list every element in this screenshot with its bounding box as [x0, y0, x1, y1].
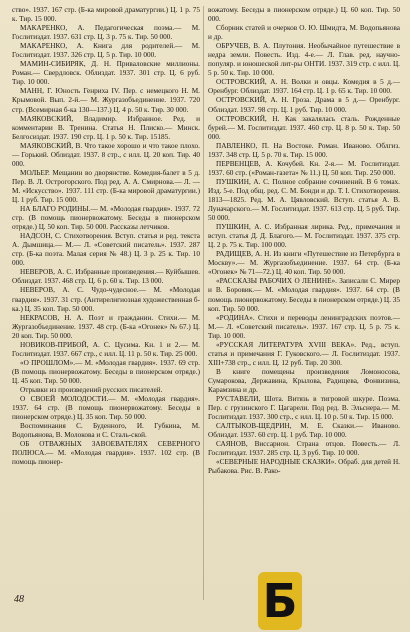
bibliography-entry: Сборник статей и очерков О. Ю. Шмидта, М. Водопьянова и др. — [208, 24, 400, 42]
bibliography-entry: МАМИН-СИБИРЯК, Д. Н. Приваловские миллионы. Роман.— Свердловск. Облиздат. 1937. 301 стр. Ц. 6 руб. Тир. 10 000. — [12, 60, 200, 87]
page-number: 48 — [14, 594, 24, 605]
bibliography-entry: МОЛЬЕР. Мещанин во дворянстве. Комедия-балет в 5 д. Пер. В. Л. Острогорского. Под ред. А. А. Смирнова.— Л. — М. «Искусство». 1937. 111 стр. (Б-ка мировой драматургии.) Ц. 1 руб. Тир. 15 000. — [12, 168, 200, 204]
right-column — [208, 6, 400, 476]
bibliography-entry: ство». 1937. 167 стр. (Б-ка мировой драматургии.) Ц. 1 р. 75 к. Тир. 15 000. — [12, 6, 200, 24]
bibliography-entry: О СВОЕЙ МОЛОДОСТИ.— М. «Молодая гвардия». 1937. 64 стр. (В помощь пионервожатому. Беседы в пионерском отряде.) Ц. 35 коп. Тир. 50 000. — [12, 395, 200, 422]
bibliography-entry: НА БЛАГО РОДИНЫ.— М. «Молодая гвардия». 1937. 72 стр. (В помощь пионервожатому. Беседы в пионерском отряде.) Ц. 50 коп. Тир. 50 000. Рассказы летчиков. — [12, 205, 200, 232]
bibliography-entry: МАКАРЕНКО, А. Педагогическая поэма.— М. Гослитиздат. 1937. 631 стр. Ц. 3 р. 75 к. Тир. 50 000. — [12, 24, 200, 42]
bibliography-entry: ОБРУЧЕВ, В. А. Плутония. Необычайное путешествие в недра земли. Повесть. Изд. 4-е.— Л. Глав. ред. научно-популяр. и юношеской лит-ры ОНТИ. 1937. 319 стр. с илл. Ц. 5 р. 50 к. Тир. 10 000. — [208, 42, 400, 78]
bibliography-entry: ОБ ОТВАЖНЫХ ЗАВОЕВАТЕЛЯХ СЕВЕРНОГО ПОЛЮСА.— М. «Молодая гвардия». 1937. 102 стр. (В помощь пионер- — [12, 440, 200, 467]
bibliography-entry: НАДСОН, С. Стихотворения. Вступ. статья и ред. текста А. Дымшица.— М.— Л. «Советский писатель». 1937. 287 стр. (Б-ка поэта. Малая серия № 48.) Ц. 3 р. 25 к. Тир. 10 000. — [12, 232, 200, 268]
bibliography-entry: ОСТРОВСКИЙ, А. Н. Гроза. Драма в 5 д.— Оренбург. Облиздат. 1937. 98 стр. Ц. 1 руб. Тир. 10 000. — [208, 96, 400, 114]
bibliography-entry: «РАССКАЗЫ РАБОЧИХ О ЛЕНИНЕ». Записали С. Мирер и В. Боровик.— М. «Молодая гвардия». 1937. 64 стр. (В помощь пионервожатому. Беседы в пионерском отряде.) Ц. 35 коп. Тир. 50 000. — [208, 277, 400, 313]
bibliography-entry: НЕКРАСОВ, Н. А. Поэт и гражданин. Стихи.— М. Жургазобъединение. 1937. 48 стр. (Б-ка «Огонек» № 67.) Ц. 20 коп. Тир. 50 000. — [12, 313, 200, 340]
bibliography-entry: ПУШКИН, А. С. Избранная лирика. Ред., примечания и вступ. статья Д. Д. Благого.— М. Гослитиздат. 1937. 375 стр. Ц. 2 р. 75 к. Тир. 100 000. — [208, 223, 400, 250]
bibliography-entry: Отрывки из произведений русских писателей. — [20, 385, 163, 394]
bibliography-entry: «О ПРОШЛОМ».— М. «Молодая гвардия». 1937. 69 стр. (В помощь пионервожатому. Беседы в пионерском отряде.) Ц. 45 коп. Тир. 50 000. — [12, 358, 200, 385]
bibliography-entry: ПЕРВЕНЦЕВ, А. Кочубей. Кн. 2-я.— М. Гослитиздат. 1937. 60 стр. («Роман-газета» № 11.) Ц. 50 коп. Тир. 250 000. — [208, 159, 400, 177]
bibliography-entry: МАКАРЕНКО, А. Книга для родителей.— М. Гослитиздат. 1937. 326 стр. Ц. 5 р. Тир. 10 000. — [12, 42, 200, 60]
bibliography-entry: вожатому. Беседы в пионерском отряде.) Ц. 60 коп. Тир. 50 000. — [208, 6, 400, 24]
bibliography-entry: ОСТРОВСКИЙ, Н. Как закалялась сталь. Рожденные бурей.— М. Гослитиздат. 1937. 460 стр. Ц. 8 р. 50 к. Тир. 50 000. — [208, 114, 400, 141]
bibliography-entry: «РОДИНА». Стихи и переводы ленинградских поэтов.— М.— Л. «Советский писатель». 1937. 167 стр. Ц. 5 р. 75 к. Тир. 10 000. — [208, 313, 400, 340]
bibliography-entry: ПАВЛЕНКО, П. На Востоке. Роман. Иваново. Облгиз. 1937. 348 стр. Ц. 5 р. 70 к. Тир. 15 000. — [208, 141, 400, 159]
bibliography-entry: В книге помещены произведения Ломоносова, Сумарокова, Державина, Крылова, Радищева, Фонвизина, Карамзина и др. — [208, 367, 400, 394]
left-column — [12, 6, 200, 467]
bibliography-entry: «РУССКАЯ ЛИТЕРАТУРА XVIII ВЕКА». Ред., вступ. статья и примечания Г. Гуковского.— Л. Гослитиздат. 1937. XIII+738 стр., с илл. Ц. 12 руб. Тир. 20 300. — [208, 340, 400, 367]
bibliography-entry: Воспоминания С. Буденного, И. Губкина, М. Водопьянова, В. Молокова и С. Сталь-ской. — [12, 422, 200, 440]
bibliography-entry: РУСТАВЕЛИ, Шота. Витязь в тигровой шкуре. Поэма. Пер. с грузинского Г. Цагарели. Под ред. В. Эльснера.— М. Гослитиздат. 1937. 300 стр., с илл. Ц. 10 р. 50 к. Тир. 15 000. — [208, 395, 400, 422]
bibliography-entry: НЕВЕРОВ, А. С. Избранные произведения.— Куйбышев. Облиздат. 1937. 468 стр. Ц. 6 р. 60 к. Тир. 13 000. — [12, 268, 200, 286]
bibliography-entry: САЯНОВ, Виссарион. Страна отцов. Повесть.— Л. Гослитиздат. 1937. 285 стр. Ц. 3 руб. Тир. 10 000. — [208, 440, 400, 458]
section-letter-badge: Б — [258, 572, 302, 630]
bibliography-entry: РАДИЩЕВ, А. Н. Из книги «Путешествие из Петербурга в Москву».— М. Жургазобъединение. 1937. 64 стр. (Б-ка «Огонек» № 71—72.) Ц. 40 коп. Тир. 50 000. — [208, 250, 400, 277]
bibliography-entry: НОВИКОВ-ПРИБОЙ, А. С. Цусима. Кн. 1 и 2.— М. Гослитиздат. 1937. 667 стр., с илл. Ц. 11 р. 50 к. Тир. 25 000. — [12, 340, 200, 358]
bibliography-entry: ОСТРОВСКИЙ, А. Н. Волки и овцы. Комедия в 5 д.— Оренбург. Облиздат. 1937. 164 стр. Ц. 1 р. 65 к. Тир. 10 000. — [208, 78, 400, 96]
bibliography-entry: САЛТЫКОВ-ЩЕДРИН, М. Е. Сказки.— Иваново. Облиздат. 1937. 60 стр. Ц. 1 руб. Тир. 10 000. — [208, 422, 400, 440]
column-divider — [203, 6, 204, 600]
bibliography-entry: НЕВЕРОВ, А. С. Чудо-чудесное.— М. «Молодая гвардия». 1937. 31 стр. (Антирелигиозная художественная б-ка.) Ц. 35 коп. Тир. 50 000. — [12, 286, 200, 313]
bibliography-entry: МАЯКОВСКИЙ, Владимир. Избранное. Ред. и комментарии В. Тренина. Статья Н. Плиско.— Минск. Белгосиздат. 1937. 190 стр. Ц. 1 р. 50 к. Тир. 15185. — [12, 114, 200, 141]
bibliography-entry: МАЯКОВСКИЙ, В. Что такое хорошо и что такое плохо.— Горький. Облиздат. 1937. 8 стр., с илл. Ц. 20 коп. Тир. 40 000. — [12, 141, 200, 168]
bibliography-entry: МАНН, Г. Юность Генриха IV. Пер. с немецкого Н. М. Крымовой. Вып. 2-й.— М. Жургазобъединение. 1937. 720 стр. (Всемирная б-ка 130—137.) Ц. 4 р. 50 к. Тир. 30 000. — [12, 87, 200, 114]
bibliography-entry: ПУШКИН, А. С. Полное собрание сочинений. В 6 томах. Изд. 5-е. Под общ. ред. С. М. Бонди и др. Т. I. Стихотворения. 1813—1825. Ред. М. А. Цявловский. Вступ. статья А. В. Луначарского.— М. Гослитиздат. 1937. 613 стр. Ц. 5 руб. Тир. 50 000. — [208, 177, 400, 223]
bibliography-entry: «СЕВЕРНЫЕ НАРОДНЫЕ СКАЗКИ». Обраб. для детей Н. Рыбакова. Рис. В. Рако- — [208, 458, 400, 476]
